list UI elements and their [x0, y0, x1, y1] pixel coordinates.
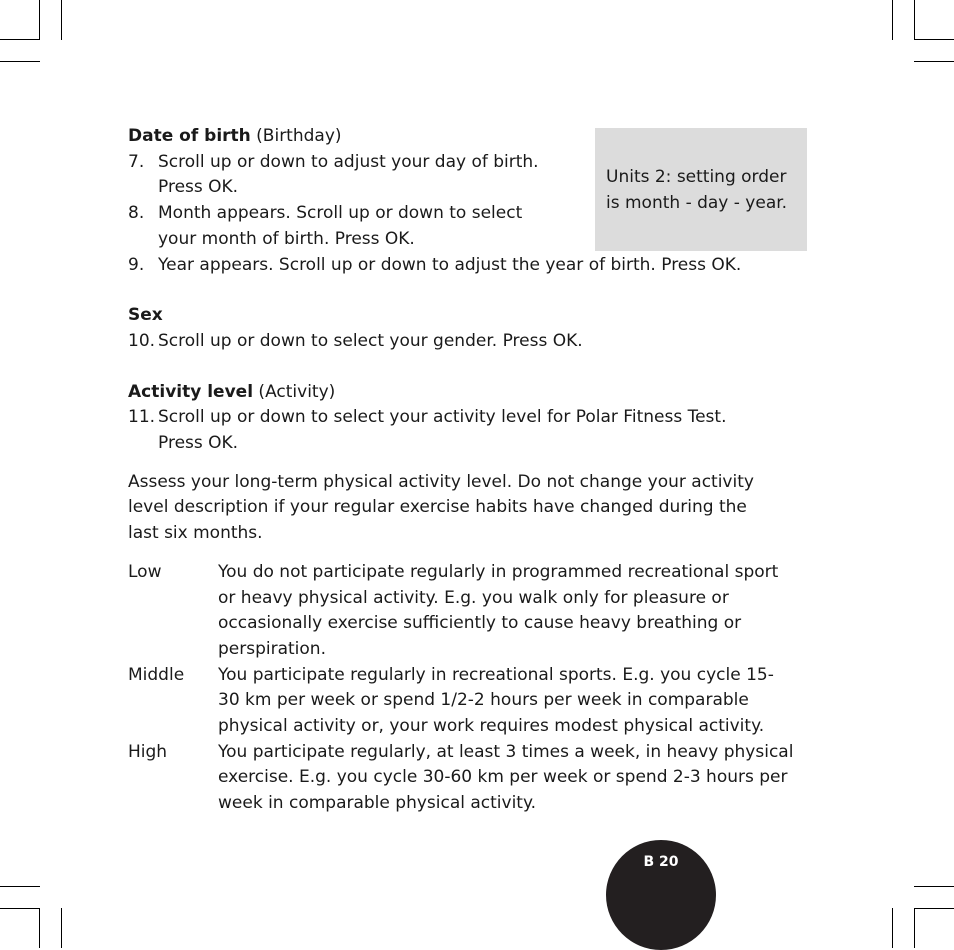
paragraph-line: Assess your long-term physical activity level. Do not change your activity — [128, 471, 754, 492]
crop-mark — [39, 0, 40, 40]
crop-mark — [914, 886, 954, 887]
crop-mark — [0, 61, 40, 62]
item-number: 9. — [128, 254, 145, 275]
crop-mark — [61, 0, 62, 40]
item-text: Press OK. — [158, 433, 239, 454]
item-text: Scroll up or down to select your gender. Press OK. — [158, 330, 583, 351]
item-text: Year appears. Scroll up or down to adjust the year of birth. Press OK. — [158, 254, 742, 275]
level-name: High — [128, 741, 168, 762]
crop-mark — [0, 39, 40, 40]
level-desc-line: You participate regularly in recreational sports. E.g. you cycle 15- — [218, 664, 774, 685]
list-item — [128, 201, 808, 252]
sex-heading-title: Sex — [128, 305, 163, 326]
activity-level-middle — [128, 663, 808, 740]
activity-heading-title: Activity level — [128, 381, 254, 402]
level-desc-line: exercise. E.g. you cycle 30-60 km per week or spend 2-3 hours per — [218, 767, 788, 788]
page-content — [128, 124, 808, 817]
list-item — [128, 405, 808, 456]
item-number: 11. — [128, 407, 156, 428]
crop-mark — [892, 908, 893, 948]
crop-mark — [0, 886, 40, 887]
level-desc-line: week in comparable physical activity. — [218, 793, 537, 814]
list-item — [128, 329, 808, 355]
activity-level-high — [128, 740, 808, 817]
level-desc-line: perspiration. — [218, 638, 326, 659]
level-desc-line: You do not participate regularly in programmed recreational sport — [218, 561, 779, 582]
level-desc-line: or heavy physical activity. E.g. you walk only for pleasure or — [218, 587, 729, 608]
activity-paragraph — [128, 470, 808, 547]
item-number: 7. — [128, 151, 145, 172]
dob-heading-suffix: (Birthday) — [250, 126, 342, 146]
paragraph-line: last six months. — [128, 523, 263, 544]
crop-mark — [914, 61, 954, 62]
item-text: Press OK. — [158, 177, 239, 198]
crop-mark — [914, 0, 915, 40]
page-number-badge — [606, 840, 716, 950]
crop-mark — [914, 908, 915, 948]
paragraph-line: level description if your regular exercise habits have changed during the — [128, 497, 747, 518]
level-desc-line: You participate regularly, at least 3 times a week, in heavy physical — [218, 741, 794, 762]
item-number: 10. — [128, 330, 156, 351]
list-item — [128, 150, 808, 201]
crop-mark — [892, 0, 893, 40]
activity-level-low — [128, 560, 808, 663]
activity-heading-suffix: (Activity) — [253, 381, 336, 402]
sex-heading — [128, 303, 808, 329]
page-number: B 20 — [643, 854, 679, 870]
note-line: Units 2: setting order — [606, 167, 787, 187]
crop-mark — [61, 908, 62, 948]
activity-heading — [128, 380, 808, 406]
item-text: your month of birth. Press OK. — [158, 228, 415, 249]
dob-heading — [128, 124, 808, 150]
crop-mark — [914, 908, 954, 909]
item-text: Month appears. Scroll up or down to select — [158, 203, 523, 224]
item-text: Scroll up or down to adjust your day of birth. — [158, 151, 539, 172]
level-desc-line: physical activity or, your work requires modest physical activity. — [218, 716, 765, 737]
level-name: Low — [128, 561, 162, 582]
dob-heading-title: Date of birth — [128, 126, 251, 146]
crop-mark — [39, 908, 40, 948]
crop-mark — [914, 39, 954, 40]
level-desc-line: 30 km per week or spend 1/2-2 hours per week in comparable — [218, 690, 749, 711]
level-name: Middle — [128, 664, 185, 685]
item-text: Scroll up or down to select your activity level for Polar Fitness Test. — [158, 407, 727, 428]
note-line: is month - day - year. — [606, 193, 788, 213]
item-number: 8. — [128, 203, 145, 224]
crop-mark — [0, 908, 40, 909]
level-desc-line: occasionally exercise sufficiently to cause heavy breathing or — [218, 613, 742, 634]
list-item — [128, 253, 808, 279]
